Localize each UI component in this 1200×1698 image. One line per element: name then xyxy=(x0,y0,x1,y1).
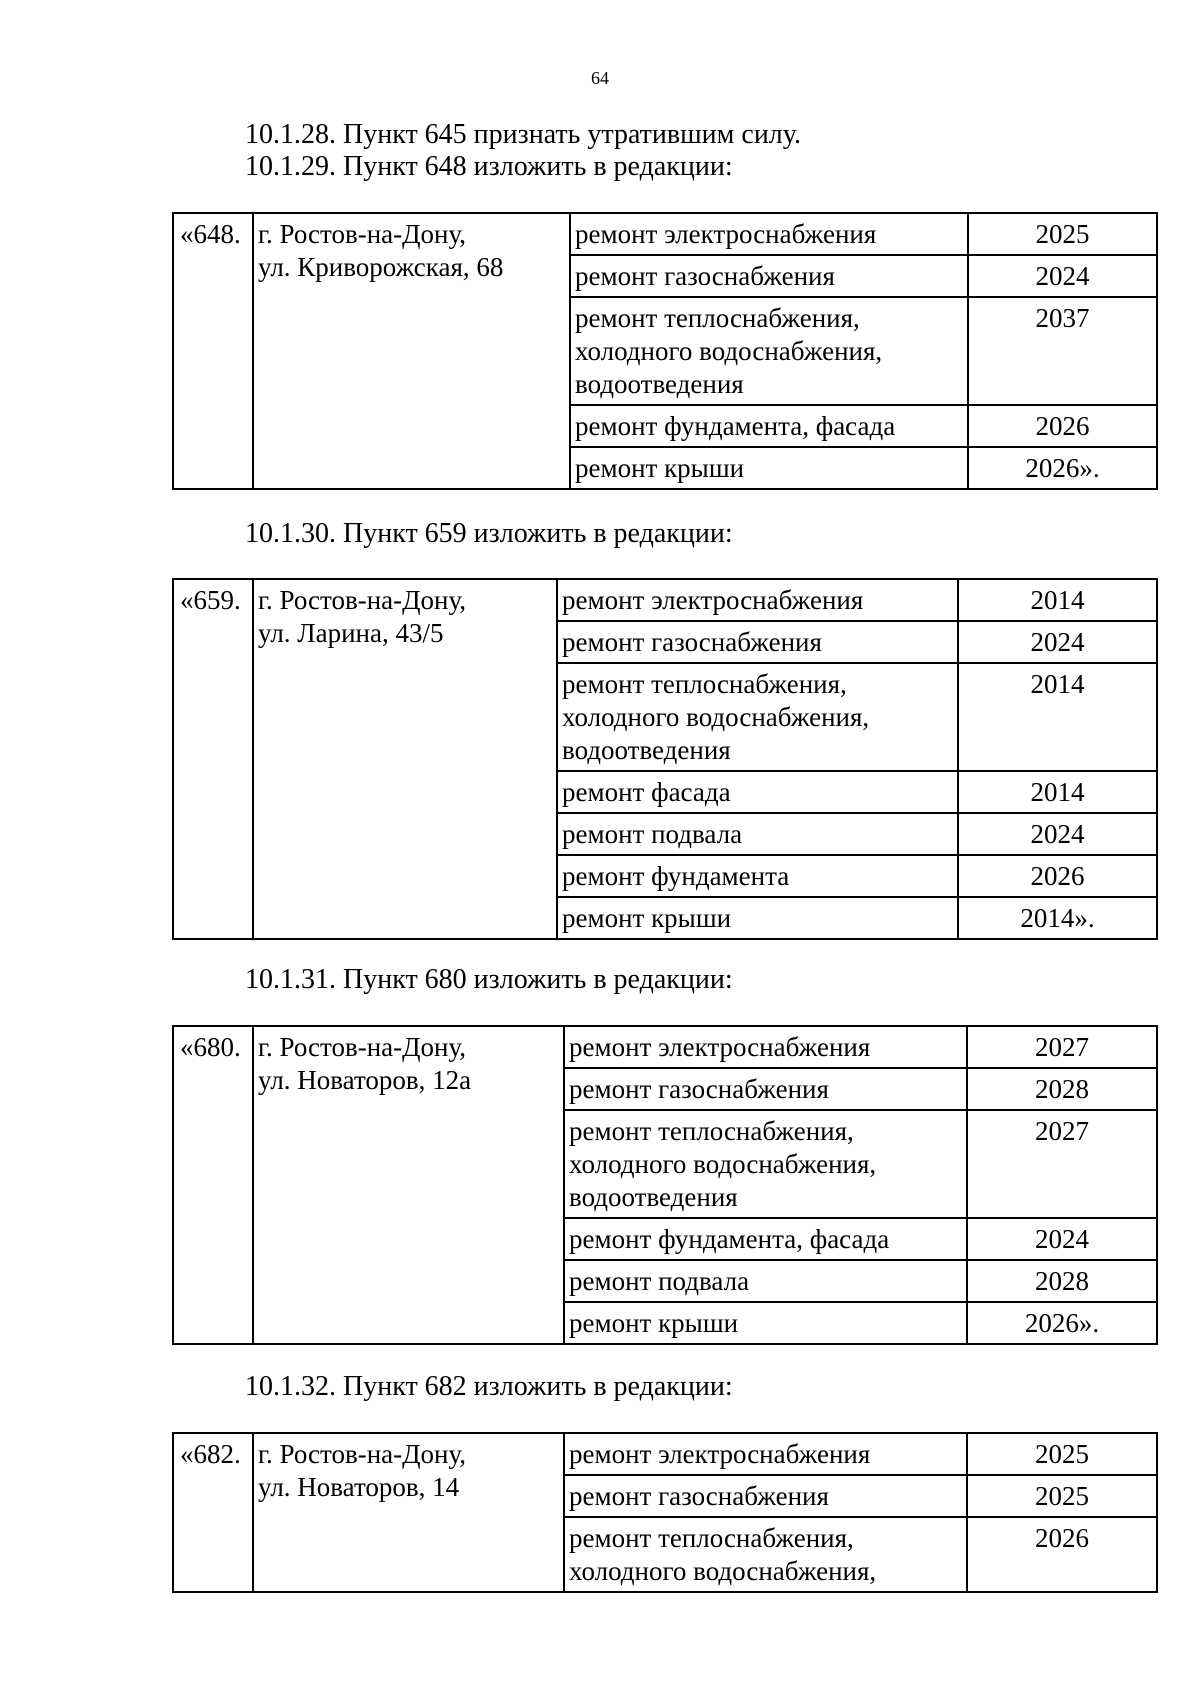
work-cell: ремонт газоснабжения xyxy=(564,1475,967,1517)
paragraph-10-1-30: 10.1.30. Пункт 659 изложить в редакции: xyxy=(245,518,733,549)
work-cell: ремонт подвала xyxy=(557,813,958,855)
work-cell: ремонт теплоснабжения, холодного водоснабжения, водоотведения xyxy=(557,663,958,771)
work-cell: ремонт электроснабжения xyxy=(557,579,958,621)
year-cell: 2027 xyxy=(967,1026,1157,1068)
item-number: «682. xyxy=(173,1433,253,1592)
item-number: «659. xyxy=(173,579,253,939)
year-cell: 2028 xyxy=(967,1068,1157,1110)
year-cell: 2026 xyxy=(958,855,1157,897)
work-cell: ремонт электроснабжения xyxy=(570,213,968,255)
table-row xyxy=(173,1433,1157,1475)
work-cell: ремонт электроснабжения xyxy=(564,1433,967,1475)
item-number: «680. xyxy=(173,1026,253,1344)
work-cell: ремонт крыши xyxy=(557,897,958,939)
year-cell: 2026». xyxy=(967,1302,1157,1344)
work-cell: ремонт теплоснабжения, холодного водоснабжения, xyxy=(564,1517,967,1592)
table-row xyxy=(173,213,1157,255)
work-cell: ремонт газоснабжения xyxy=(564,1068,967,1110)
work-cell: ремонт газоснабжения xyxy=(557,621,958,663)
work-cell: ремонт фундамента, фасада xyxy=(570,405,968,447)
work-cell: ремонт подвала xyxy=(564,1260,967,1302)
paragraph-10-1-28: 10.1.28. Пункт 645 признать утратившим силу. xyxy=(245,119,801,150)
item-number: «648. xyxy=(173,213,253,489)
work-cell: ремонт крыши xyxy=(570,447,968,489)
year-cell: 2024 xyxy=(958,621,1157,663)
year-cell: 2024 xyxy=(958,813,1157,855)
year-cell: 2025 xyxy=(967,1433,1157,1475)
address-cell: г. Ростов-на-Дону, ул. Криворожская, 68 xyxy=(253,213,570,489)
work-cell: ремонт теплоснабжения, холодного водоснабжения, водоотведения xyxy=(564,1110,967,1218)
table-row xyxy=(173,579,1157,621)
address-cell: г. Ростов-на-Дону, ул. Новаторов, 14 xyxy=(253,1433,564,1592)
year-cell: 2024 xyxy=(968,255,1157,297)
year-cell: 2025 xyxy=(968,213,1157,255)
work-cell: ремонт фасада xyxy=(557,771,958,813)
year-cell: 2014 xyxy=(958,579,1157,621)
work-cell: ремонт газоснабжения xyxy=(570,255,968,297)
year-cell: 2024 xyxy=(967,1218,1157,1260)
year-cell: 2027 xyxy=(967,1110,1157,1218)
year-cell: 2014 xyxy=(958,663,1157,771)
table-item-680 xyxy=(172,1025,1158,1345)
work-cell: ремонт крыши xyxy=(564,1302,967,1344)
paragraph-10-1-32: 10.1.32. Пункт 682 изложить в редакции: xyxy=(245,1371,733,1402)
table-item-648 xyxy=(172,212,1158,490)
table-item-659 xyxy=(172,578,1158,940)
page-number: 64 xyxy=(591,68,609,88)
work-cell: ремонт фундамента, фасада xyxy=(564,1218,967,1260)
work-cell: ремонт теплоснабжения, холодного водоснабжения, водоотведения xyxy=(570,297,968,405)
work-cell: ремонт электроснабжения xyxy=(564,1026,967,1068)
address-cell: г. Ростов-на-Дону, ул. Ларина, 43/5 xyxy=(253,579,557,939)
table-item-682 xyxy=(172,1432,1158,1593)
paragraph-10-1-31: 10.1.31. Пункт 680 изложить в редакции: xyxy=(245,964,733,995)
paragraph-10-1-29: 10.1.29. Пункт 648 изложить в редакции: xyxy=(245,151,733,182)
year-cell: 2037 xyxy=(968,297,1157,405)
year-cell: 2026». xyxy=(968,447,1157,489)
year-cell: 2014». xyxy=(958,897,1157,939)
year-cell: 2014 xyxy=(958,771,1157,813)
year-cell: 2028 xyxy=(967,1260,1157,1302)
year-cell: 2026 xyxy=(967,1517,1157,1592)
year-cell: 2026 xyxy=(968,405,1157,447)
address-cell: г. Ростов-на-Дону, ул. Новаторов, 12а xyxy=(253,1026,564,1344)
table-row xyxy=(173,1026,1157,1068)
work-cell: ремонт фундамента xyxy=(557,855,958,897)
year-cell: 2025 xyxy=(967,1475,1157,1517)
